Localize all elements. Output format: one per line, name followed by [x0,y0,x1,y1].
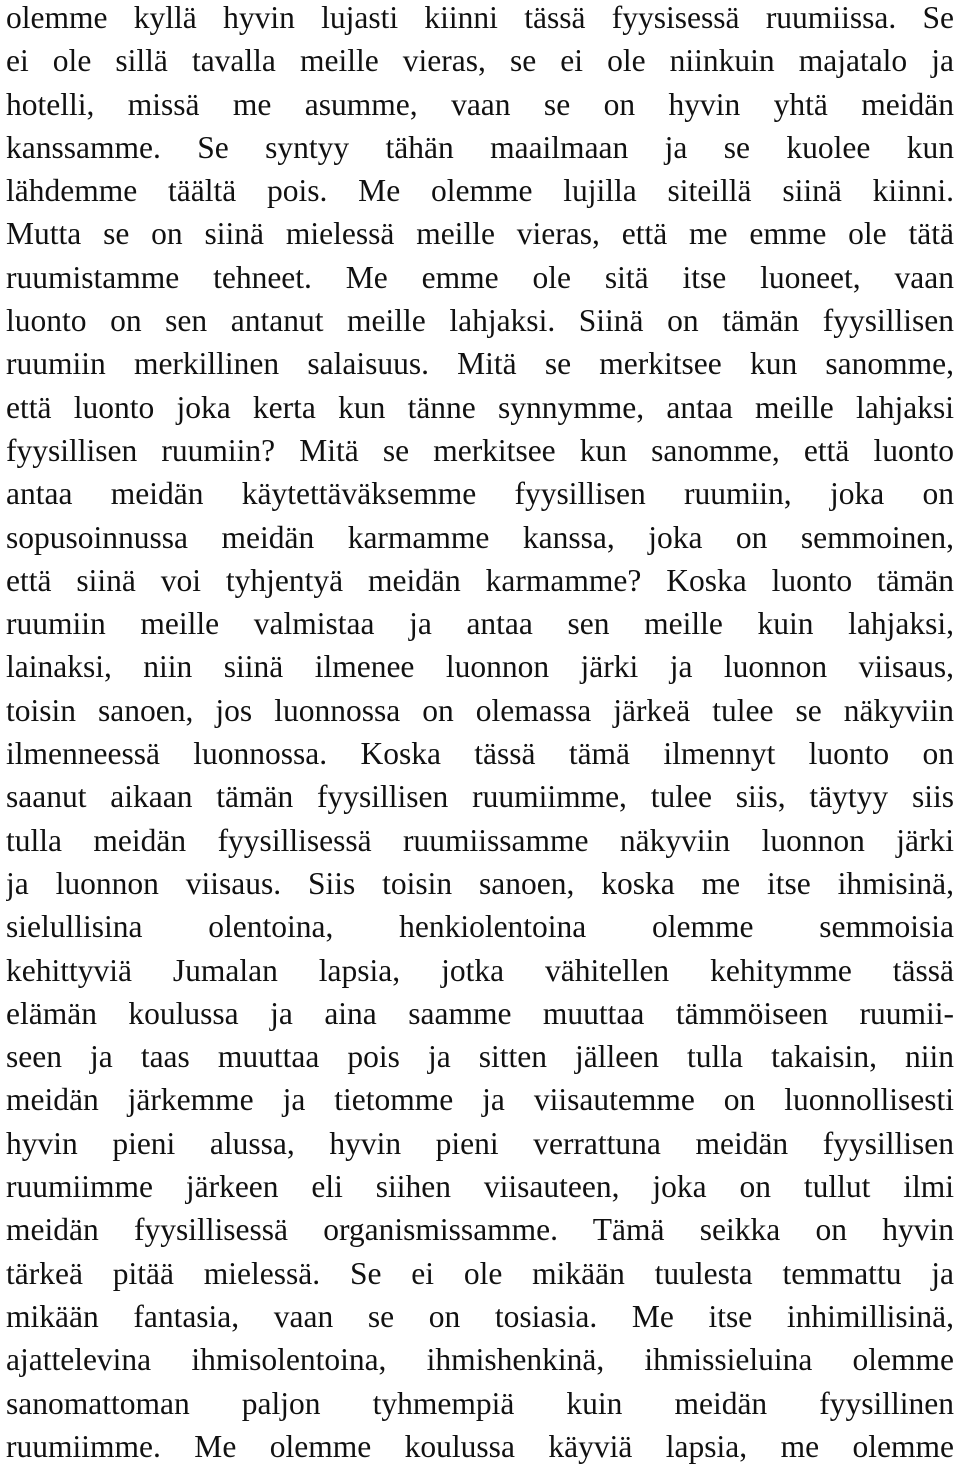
text-line: seen ja taas muuttaa pois ja sitten jälleen tulla takaisin, niin [6,1039,954,1075]
text-line: että luonto joka kerta kun tänne synnymme, antaa meille lahjaksi [6,389,954,425]
text-line: mikään fantasia, vaan se on tosiasia. Me itse inhimillisinä, [6,1298,954,1334]
text-line: elämän koulussa ja aina saamme muuttaa tämmöiseen ruumii- [6,995,954,1031]
text-line: että siinä voi tyhjentyä meidän karmamme? Koska luonto tämän [6,562,954,598]
text-line: antaa meidän käytettäväksemme fyysillisen ruumiin, joka on [6,476,954,512]
body-text [6,0,954,1468]
text-line: ruumiin merkillinen salaisuus. Mitä se merkitsee kun sanomme, [6,346,954,382]
text-line: ruumiimme. Me olemme koulussa käyviä lapsia, me olemme [6,1428,954,1464]
text-line: tärkeä pitää mielessä. Se ei ole mikään tuulesta temmattu ja [6,1255,954,1291]
text-line: sanomattoman paljon tyhmempiä kuin meidän fyysillinen [6,1385,954,1421]
text-line: meidän järkemme ja tietomme ja viisautemme on luonnollisesti [6,1082,954,1118]
text-line: ei ole sillä tavalla meille vieras, se ei ole niinkuin majatalo ja [6,43,954,79]
text-line: lainaksi, niin siinä ilmenee luonnon järki ja luonnon viisaus, [6,649,954,685]
text-line: ilmenneessä luonnossa. Koska tässä tämä ilmennyt luonto on [6,736,954,772]
text-line: ruumiin meille valmistaa ja antaa sen meille kuin lahjaksi, [6,606,954,642]
text-line: saanut aikaan tämän fyysillisen ruumiimme, tulee siis, täytyy siis [6,779,954,815]
text-line: toisin sanoen, jos luonnossa on olemassa järkeä tulee se näkyviin [6,692,954,728]
text-line: lähdemme täältä pois. Me olemme lujilla siteillä siinä kiinni. [6,173,954,209]
text-line: sielullisina olentoina, henkiolentoina olemme semmoisia [6,909,954,945]
text-line: fyysillisen ruumiin? Mitä se merkitsee kun sanomme, että luonto [6,432,954,468]
text-line: Mutta se on siinä mielessä meille vieras, että me emme ole tätä [6,216,954,252]
text-line: luonto on sen antanut meille lahjaksi. Siinä on tämän fyysillisen [6,303,954,339]
text-line: kanssamme. Se syntyy tähän maailmaan ja se kuolee kun [6,129,954,165]
text-line: hotelli, missä me asumme, vaan se on hyvin yhtä meidän [6,86,954,122]
text-line: sopusoinnussa meidän karmamme kanssa, joka on semmoinen, [6,519,954,555]
text-line: ruumiimme järkeen eli siihen viisauteen, joka on tullut ilmi [6,1169,954,1205]
text-line: ajattelevina ihmisolentoina, ihmishenkinä, ihmissieluina olemme [6,1342,954,1378]
text-line: ruumistamme tehneet. Me emme ole sitä itse luoneet, vaan [6,259,954,295]
text-line: tulla meidän fyysillisessä ruumiissamme näkyviin luonnon järki [6,822,954,858]
text-line: kehittyviä Jumalan lapsia, jotka vähitellen kehitymme tässä [6,952,954,988]
text-line: olemme kyllä hyvin lujasti kiinni tässä fyysisessä ruumiissa. Se [6,0,954,35]
text-line: ja luonnon viisaus. Siis toisin sanoen, koska me itse ihmisinä, [6,865,954,901]
text-line: meidän fyysillisessä organismissamme. Tämä seikka on hyvin [6,1212,954,1248]
text-line: hyvin pieni alussa, hyvin pieni verrattuna meidän fyysillisen [6,1125,954,1161]
